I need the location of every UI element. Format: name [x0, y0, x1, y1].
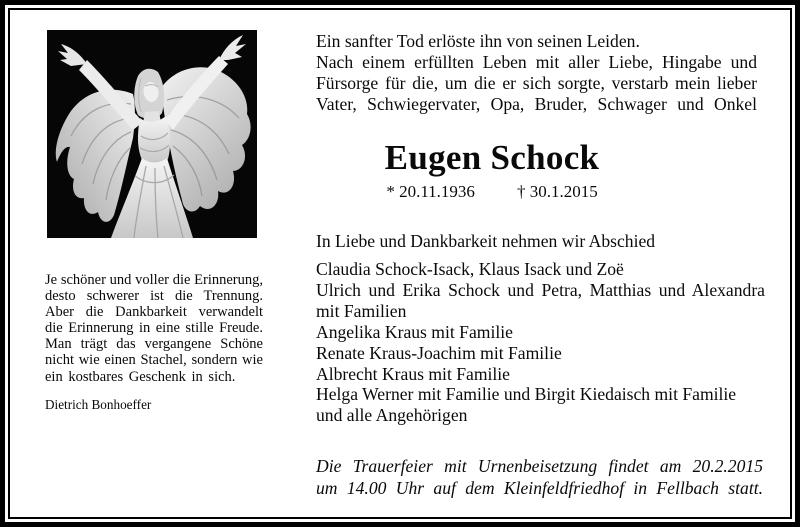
text-line: und alle Angehörigen: [316, 405, 468, 426]
mourner-line: Claudia Schock-Isack, Klaus Isack und Zoë: [316, 259, 624, 279]
text-line: Vater, Schwiegervater, Opa, Bruder, Schwager und Onkel: [316, 94, 757, 114]
intro-justified-lines: [316, 52, 757, 115]
text-line: Nach einem erfüllten Leben mit aller Liebe, Hingabe und: [316, 52, 757, 72]
death-date: † 30.1.2015: [516, 182, 598, 201]
text-line: mit Familien: [316, 300, 407, 321]
text-line: Helga Werner mit Familie und Birgit Kiedaisch mit Familie: [316, 384, 737, 405]
mourner-rest-lines: [316, 301, 765, 426]
text-line: desto schwerer ist die Trennung.: [45, 288, 263, 305]
mourners-list: [316, 259, 765, 426]
quote-attribution: Dietrich Bonhoeffer: [45, 397, 152, 412]
angel-head: [134, 69, 164, 123]
mourner-justified-line-wrap: [316, 280, 765, 301]
birth-date: * 20.11.1936: [386, 182, 475, 201]
angel-statue-image: [47, 30, 257, 238]
text-line: Je schöner und voller die Erinnerung,: [45, 272, 263, 288]
mourner-line: Ulrich und Erika Schock und Petra, Matthias und Alexandra: [316, 279, 765, 300]
deceased-name: Eugen Schock: [384, 138, 600, 177]
text-line: die Erinnerung in eine stille Freude.: [45, 320, 263, 337]
life-dates: [316, 182, 668, 202]
text-line: Aber die Dankbarkeit verwandelt: [45, 304, 263, 321]
farewell-line: In Liebe und Dankbarkeit nehmen wir Abschied: [316, 231, 656, 251]
funeral-details: [316, 456, 763, 499]
text-line: um 14.00 Uhr auf dem Kleinfeldfriedhof in Fellbach statt.: [316, 477, 763, 498]
text-line: Angelika Kraus mit Familie: [316, 321, 513, 342]
text-line: Man trägt das vergangene Schöne: [45, 336, 263, 353]
text-line: Fürsorge für die, um die er sich sorgte, verstarb mein lieber: [316, 73, 757, 93]
text-line: Die Trauerfeier mit Urnenbeisetzung findet am 20.2.2015: [316, 456, 763, 476]
intro-paragraph: [316, 31, 757, 115]
text-line: Albrecht Kraus mit Familie: [316, 363, 510, 384]
angel-statue-svg: [47, 30, 257, 238]
memorial-quote: [45, 272, 263, 369]
text-line: Renate Kraus-Joachim mit Familie: [316, 342, 562, 363]
memorial-quote-last-line: ein kostbares Geschenk in sich.: [45, 368, 236, 385]
intro-first-line: Ein sanfter Tod erlöste ihn von seinen Leiden.: [316, 31, 640, 51]
text-line: nicht wie einen Stachel, sondern wie: [45, 352, 263, 369]
